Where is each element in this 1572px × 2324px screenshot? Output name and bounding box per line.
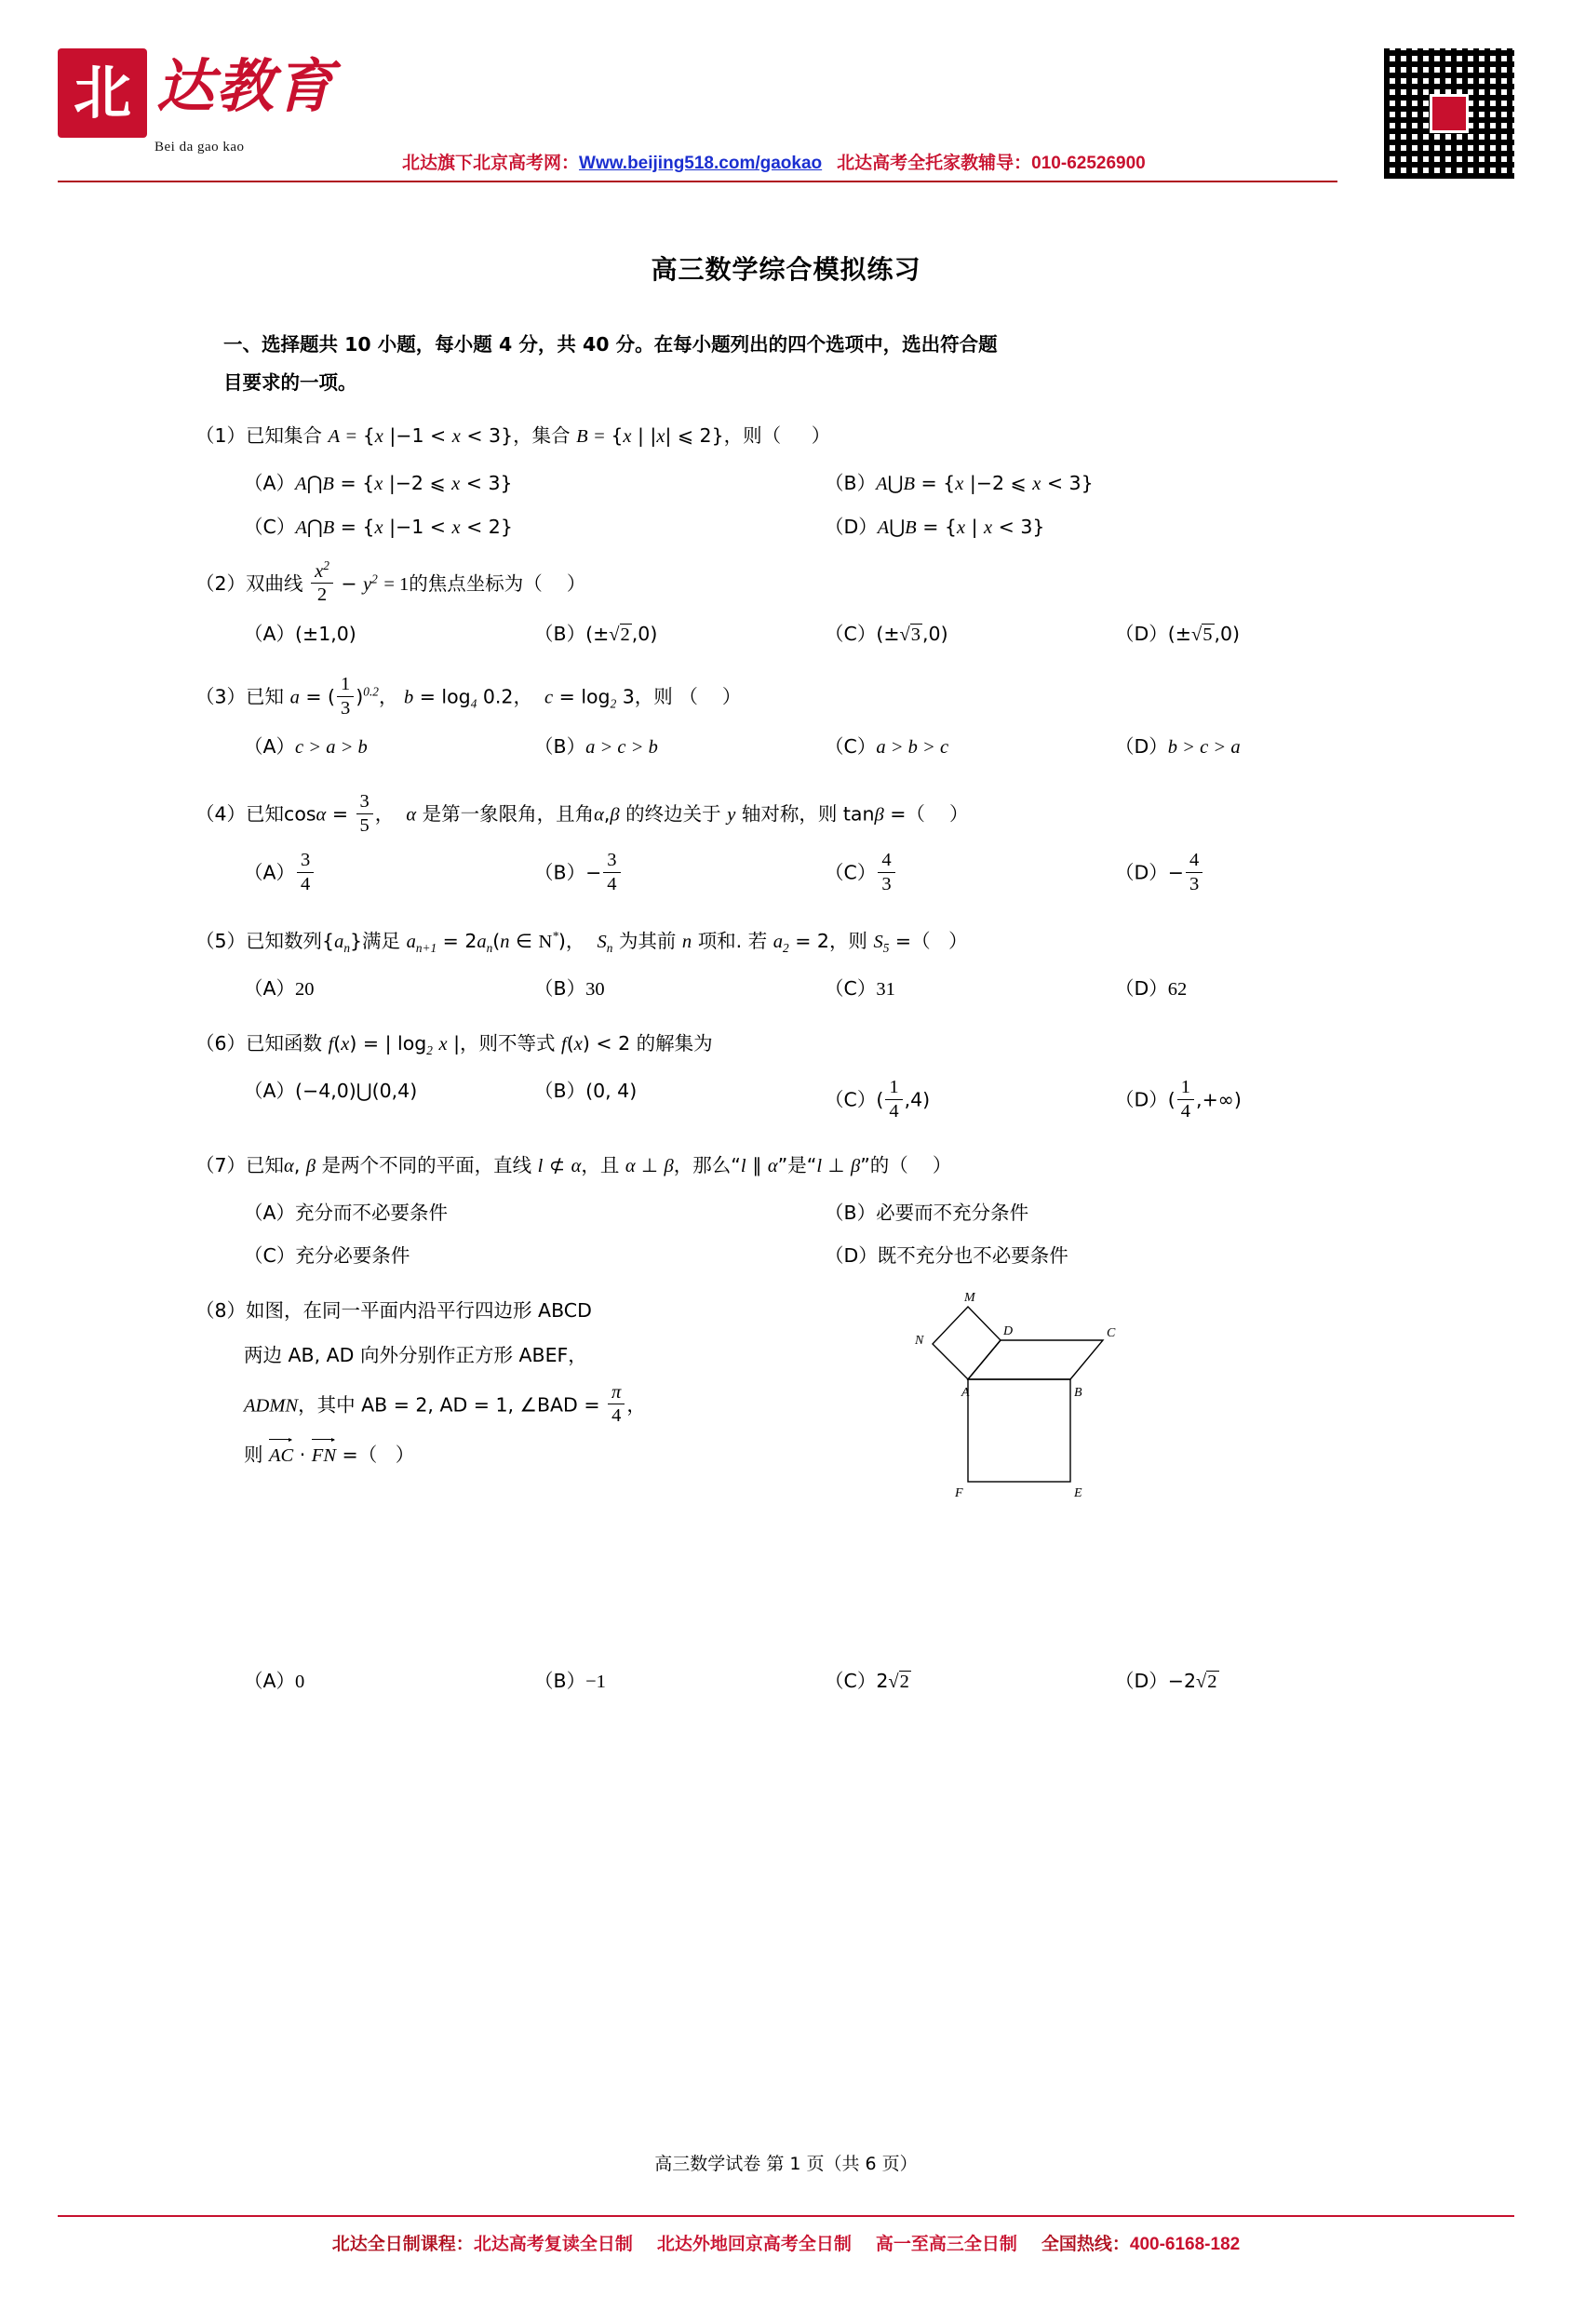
- section-instruction-line1: 一、选择题共 10 小题，每小题 4 分，共 40 分。在每小题列出的四个选项中，选出符合题: [223, 333, 998, 356]
- question-1-options-row2: [195, 513, 1405, 544]
- question-8-figure: [866, 1286, 1173, 1519]
- q5-text-c: 为其前: [618, 929, 677, 952]
- qr-code-icon: [1384, 48, 1514, 179]
- question-2-stem: （2）双曲线 $\frac{x^2}{2}$ − $y^2 = 1$的焦点坐标为（ ）: [195, 557, 586, 605]
- q7-text-a: 已知: [246, 1154, 285, 1177]
- hotline-number: 400-6168-182: [1129, 2235, 1241, 2254]
- beijing-gaokao-link[interactable]: Www.beijing518.com/gaokao: [579, 154, 823, 173]
- q5-option-a[interactable]: （A）20: [244, 976, 315, 1000]
- question-4-options: [195, 850, 1405, 895]
- question-1: [195, 417, 1405, 544]
- bottom-divider: [58, 2215, 1514, 2217]
- q8-line2: 两边 AB, AD 向外分别作正方形 ABEF，: [244, 1343, 587, 1366]
- q4-number: （4）: [195, 802, 247, 826]
- q2-text-c: ）: [566, 571, 586, 595]
- question-7-stem: （7）已知α, β 是两个不同的平面，直线 l ⊄ α，且 α ⊥ β，那么“l ∥ α”是“l ⊥ β”的（ ）: [195, 1154, 952, 1177]
- q8-option-b[interactable]: （B）−1: [534, 1669, 606, 1692]
- logo-pinyin: Bei da gao kao: [155, 140, 245, 154]
- q1-text-a: 已知集合: [246, 424, 323, 447]
- hotline-label: 全国热线：: [1041, 2235, 1130, 2254]
- q7-text-e: ”是“: [777, 1154, 817, 1177]
- q3-option-c[interactable]: （C）a > b > c: [825, 735, 949, 759]
- q6-option-b[interactable]: （B）(0, 4): [534, 1080, 638, 1103]
- fig-label-M: M: [964, 1290, 975, 1305]
- q1-text-b: ，集合: [513, 424, 571, 447]
- q3-text-a: 已知: [246, 685, 285, 708]
- q4-option-c[interactable]: （C） $\frac{4}{3}$: [825, 850, 1115, 895]
- brand-logo: [58, 48, 335, 138]
- q8-line4: 则 AC · FN =（ ）: [195, 1439, 717, 1471]
- tagline-suffix: 北达高考全托家教辅导：: [837, 154, 1032, 173]
- q5-text-e: ，则: [828, 929, 867, 952]
- fig-label-D: D: [1003, 1323, 1014, 1338]
- page-footer: 高三数学试卷 第 1 页（共 6 页）: [654, 2154, 918, 2174]
- question-1-stem: （1）已知集合 A = {x |−1 < x < 3}，集合 B = {x | |x| ⩽ 2}，则（ ）: [195, 424, 831, 447]
- fig-label-E: E: [1074, 1485, 1082, 1500]
- q5-text-d: 项和. 若: [697, 929, 768, 952]
- q8-option-d[interactable]: （D）−2√2: [1115, 1669, 1217, 1692]
- q2-number: （2）: [195, 571, 247, 595]
- question-5-options: [195, 974, 1405, 1005]
- q1-option-c[interactable]: （C）A⋂B = {x |−1 < x < 2}: [244, 515, 513, 538]
- q6-text-c: 的解集为: [636, 1032, 713, 1055]
- header-tagline: [402, 149, 1146, 174]
- question-4-stem: （4）已知cosα = $\frac{3}{5}$ ， α 是第一象限角，且角α,β 的终边关于 y 轴对称，则 tanβ =（ ）: [195, 791, 969, 836]
- q7-text-c: ，且: [581, 1154, 620, 1177]
- q8-number: （8）: [195, 1298, 247, 1322]
- q2-option-b[interactable]: （B）(±√2,0): [534, 622, 658, 645]
- promo-item-4: 高一至高三全日制: [875, 2235, 1017, 2254]
- tagline-prefix: 北达旗下北京高考网：: [402, 154, 580, 173]
- header-divider: [58, 181, 1337, 182]
- question-7-options-row1: [195, 1199, 1405, 1229]
- q3-number: （3）: [195, 685, 247, 708]
- q7-number: （7）: [195, 1154, 247, 1177]
- q6-option-c[interactable]: （C）( $\frac{1}{4}$ ,4): [825, 1077, 931, 1122]
- logo-wordmark: 达教育: [156, 52, 336, 120]
- fig-label-B: B: [1074, 1385, 1082, 1400]
- q6-text-a: 已知函数: [246, 1032, 323, 1055]
- q4-text-b: 是第一象限角，且角: [422, 802, 595, 826]
- question-5: [195, 922, 1405, 1005]
- page-header: [58, 48, 1514, 197]
- question-1-options-row1: [195, 469, 1405, 500]
- fig-label-C: C: [1107, 1325, 1116, 1340]
- question-8-stem: [195, 1292, 717, 1471]
- q5-text-f: （: [911, 929, 931, 952]
- question-6-stem: （6）已知函数 f(x) = | $\log_2 x$ |，则不等式 f(x) < 2 的解集为: [195, 1032, 713, 1058]
- q7-option-d[interactable]: （D）既不充分也不必要条件: [825, 1244, 1068, 1268]
- q4-option-d[interactable]: （D）− $\frac{4}{3}$: [1115, 850, 1405, 895]
- q7-option-c[interactable]: （C）充分必要条件: [244, 1244, 410, 1268]
- q5-option-b[interactable]: （B）30: [534, 976, 605, 1000]
- question-2: [195, 558, 1405, 651]
- q6-option-d[interactable]: （D）( $\frac{1}{4}$ ,+∞): [1115, 1077, 1242, 1122]
- question-4: [195, 791, 1405, 895]
- q5-text-g: ）: [948, 929, 968, 952]
- section-instruction-line2: 目要求的一项。: [223, 371, 357, 394]
- question-6: [195, 1025, 1405, 1122]
- q7-text-f: ”的（: [860, 1154, 908, 1177]
- q4-text-d: 轴对称，则: [741, 802, 838, 826]
- q7-text-b: 是两个不同的平面，直线: [321, 1154, 532, 1177]
- q8-line1: 如图，在同一平面内沿平行四边形 ABCD: [246, 1298, 592, 1322]
- q8-option-c[interactable]: （C）2√2: [825, 1669, 909, 1692]
- q1-number: （1）: [195, 424, 247, 447]
- promo-item-2: 北达高考复读全日制: [473, 2235, 633, 2254]
- q3-option-a[interactable]: （A）c > a > b: [244, 735, 368, 759]
- q1-option-a[interactable]: （A）A⋂B = {x |−2 ⩽ x < 3}: [244, 472, 513, 494]
- promo-item-3: 北达外地回京高考全日制: [656, 2235, 852, 2254]
- q6-number: （6）: [195, 1032, 247, 1055]
- question-8: [195, 1292, 1405, 1697]
- q6-text-b: ，则不等式: [460, 1032, 556, 1055]
- q5-option-d[interactable]: （D）62: [1115, 976, 1188, 1000]
- question-8-options: [195, 1667, 1405, 1698]
- promo-item-1-label: 北达全日制课程：: [331, 2235, 474, 2254]
- q7-option-a[interactable]: （A）充分而不必要条件: [244, 1202, 449, 1225]
- question-7: [195, 1147, 1405, 1271]
- page-title: 高三数学综合模拟练习: [651, 254, 921, 285]
- fig-label-N: N: [915, 1333, 924, 1348]
- q2-option-c[interactable]: （C）(±√3,0): [825, 622, 948, 645]
- q4-option-b[interactable]: （B）− $\frac{3}{4}$: [534, 850, 825, 895]
- fig-label-A: A: [961, 1385, 970, 1400]
- q5-text-a: 已知数列: [246, 929, 323, 952]
- q2-option-d[interactable]: （D）(±√5,0): [1115, 622, 1241, 645]
- exam-body: [195, 326, 1405, 1697]
- q4-text-f: ）: [948, 802, 969, 826]
- q1-option-b[interactable]: （B）A⋃B = {x |−2 ⩽ x < 3}: [825, 472, 1094, 494]
- fig-label-F: F: [955, 1485, 963, 1500]
- question-3-stem: （3）已知 a = ( $\frac{1}{3}$ )$^{0.2}$， $b = \log_4 0.2$， $c = \log_2 3$，则 （ ）: [195, 674, 742, 719]
- q8-option-a[interactable]: （A）0: [244, 1669, 305, 1692]
- q7-option-b[interactable]: （B）必要而不充分条件: [825, 1202, 1029, 1225]
- q4-text-a: 已知: [246, 802, 285, 826]
- question-5-stem: （5）已知数列$\{a_n\}$满足 $a_{n+1} = 2a_n(n$ ∈ N*)， $S_n$ 为其前 n 项和. 若 $a_2 = 2$，则 $S_5$ =（ ）: [195, 928, 968, 955]
- q7-text-g: ）: [932, 1154, 952, 1177]
- q1-text-c: ，则（: [723, 424, 782, 447]
- q4-text-c: 的终边关于: [625, 802, 721, 826]
- tagline-phone: 010-62526900: [1031, 154, 1146, 173]
- q6-option-a[interactable]: （A）(−4,0)⋃(0,4): [244, 1080, 418, 1103]
- q3-option-d[interactable]: （D）b > c > a: [1115, 735, 1241, 759]
- q5-number: （5）: [195, 929, 247, 952]
- q3-option-b[interactable]: （B）a > c > b: [534, 735, 658, 759]
- q1-option-d[interactable]: （D）A⋃B = {x | x < 3}: [825, 515, 1045, 538]
- q7-text-d: ，那么“: [673, 1154, 741, 1177]
- question-2-options: [195, 620, 1405, 651]
- q3-text-c: ）: [721, 685, 742, 708]
- q3-text-b: ，则 （: [634, 685, 698, 708]
- logo-stamp-icon: 北: [58, 48, 147, 138]
- bottom-promo-bar: [58, 2215, 1514, 2255]
- q4-option-a[interactable]: （A） $\frac{3}{4}$: [244, 850, 534, 895]
- q4-text-e: （: [906, 802, 925, 826]
- q1-text-d: ）: [811, 424, 831, 447]
- question-3-options: [195, 732, 1405, 763]
- q5-option-c[interactable]: （C）31: [825, 976, 895, 1000]
- question-6-options: [195, 1077, 1405, 1122]
- question-3: [195, 674, 1405, 763]
- q2-text-a: 双曲线: [246, 571, 303, 595]
- q8-line3: ADMN，其中 AB = 2, AD = 1, ∠BAD = $\frac{\pi}{4}$ ，: [244, 1381, 646, 1427]
- bottom-promo-text: [58, 2230, 1514, 2255]
- q2-option-a[interactable]: （A）(±1,0): [244, 622, 356, 645]
- q2-text-b: 的焦点坐标为（: [409, 571, 543, 595]
- q5-text-b: 满足: [362, 929, 401, 952]
- question-7-options-row2: [195, 1242, 1405, 1271]
